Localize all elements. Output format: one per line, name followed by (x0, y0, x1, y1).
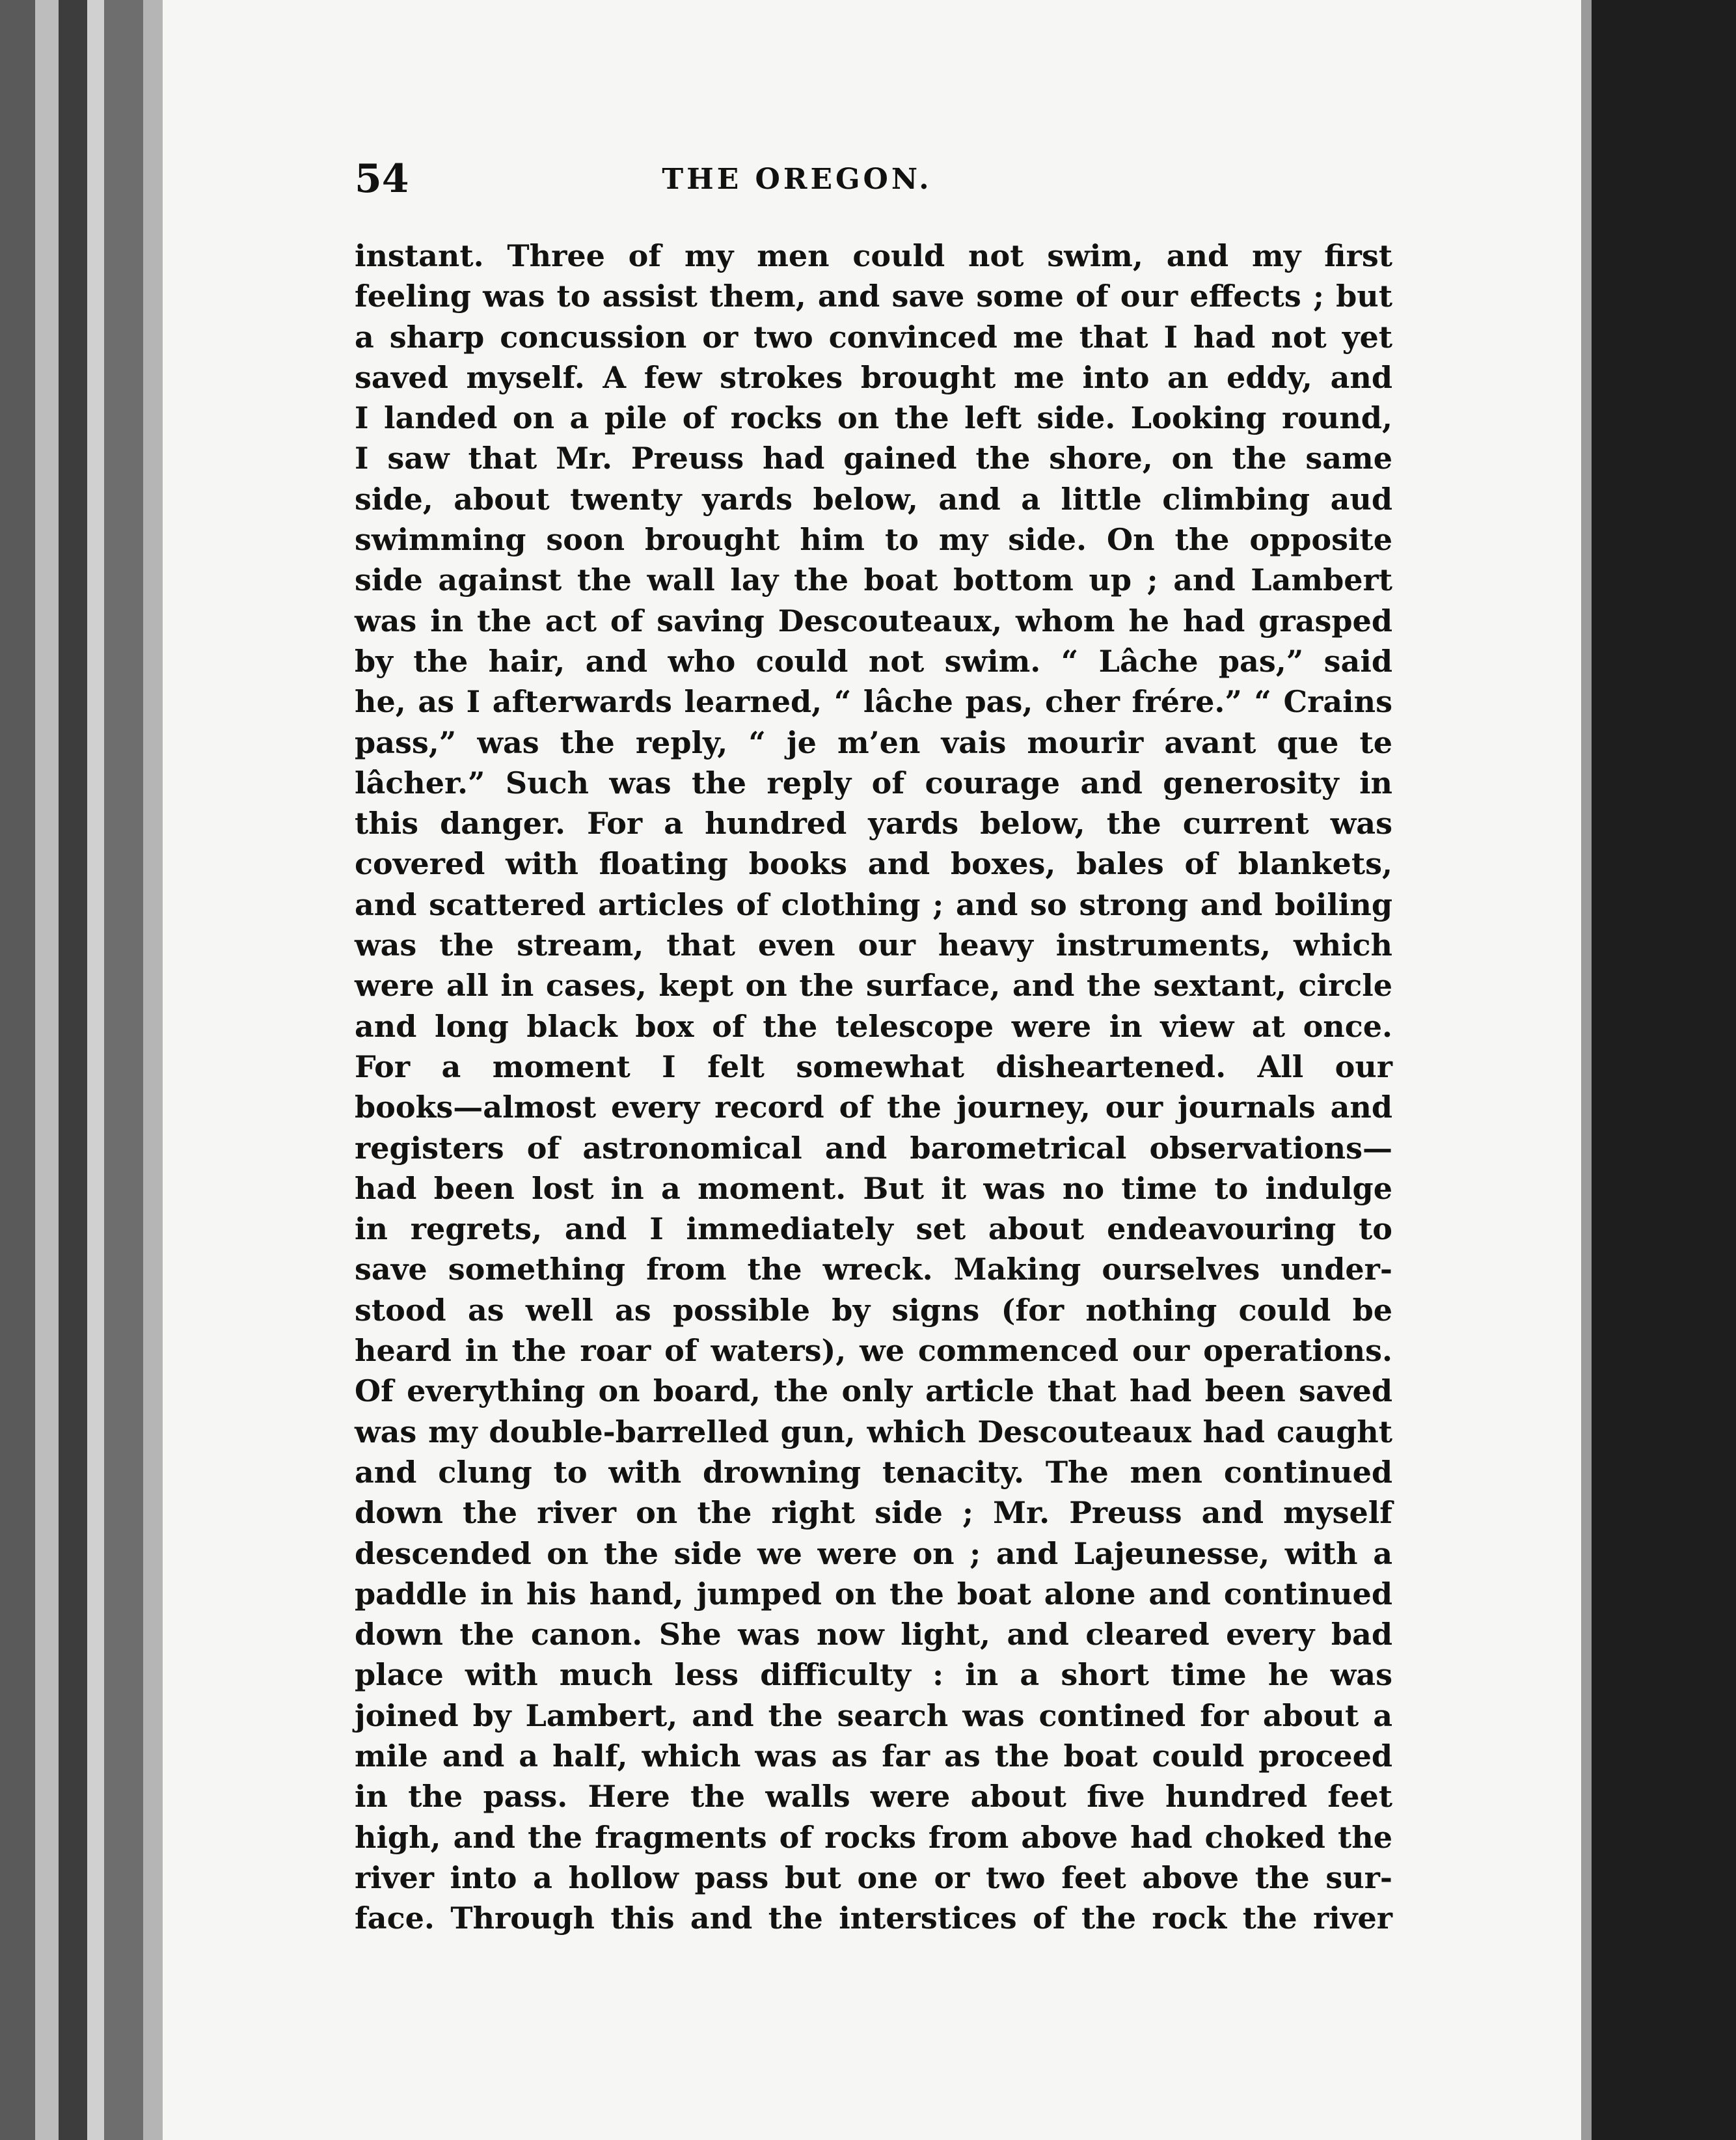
text-line: paddle in his hand, jumped on the boat alone and continued (355, 1576, 1392, 1612)
binding-stripe (0, 0, 35, 2140)
text-line: Of everything on board, the only article that had been saved (355, 1373, 1392, 1409)
text-line: by the hair, and who could not swim. “ Lâche pas,” said (355, 643, 1392, 679)
text-line: this danger. For a hundred yards below, the current was (355, 806, 1392, 842)
text-line: had been lost in a moment. But it was no time to indulge (355, 1170, 1392, 1206)
binding-stripe (143, 0, 163, 2140)
page-header (195, 156, 1399, 208)
text-line: lâcher.” Such was the reply of courage and generosity in (355, 765, 1392, 801)
text-line: down the canon. She was now light, and cleared every bad (355, 1617, 1392, 1653)
text-line: down the river on the right side ; Mr. Preuss and myself (355, 1495, 1392, 1531)
text-line: and scattered articles of clothing ; and so strong and boiling (355, 886, 1392, 922)
text-line: feeling was to assist them, and save some of our effects ; but (355, 279, 1392, 314)
text-line: high, and the fragments of rocks from above had choked the (355, 1819, 1392, 1855)
text-line: place with much less difficulty : in a short time he was (355, 1657, 1392, 1693)
text-line: a sharp concussion or two convinced me that I had not yet (355, 319, 1392, 355)
running-head: THE OREGON. (662, 163, 932, 196)
text-line: in the pass. Here the walls were about five hundred feet (355, 1779, 1392, 1815)
text-line: instant. Three of my men could not swim, and my first (355, 238, 1392, 273)
text-line: swimming soon brought him to my side. On the opposite (355, 522, 1392, 558)
text-line: For a moment I felt somewhat disheartened. All our (355, 1049, 1392, 1084)
text-line: pass,” was the reply, “ je m’en vais mourir avant que te (355, 724, 1392, 760)
text-line: was in the act of saving Descouteaux, whom he had grasped (355, 603, 1392, 638)
text-line: in regrets, and I immediately set about endeavouring to (355, 1211, 1392, 1247)
text-line: I landed on a pile of rocks on the left side. Looking round, (355, 400, 1392, 436)
text-line: face. Through this and the interstices of the rock the river (355, 1900, 1392, 1936)
text-line: joined by Lambert, and the search was contined for about a (355, 1697, 1392, 1733)
text-line: saved myself. A few strokes brought me into an eddy, and (355, 359, 1392, 395)
text-line: was my double-barrelled gun, which Descouteaux had caught (355, 1414, 1392, 1449)
book-binding (0, 0, 163, 2140)
text-line: save something from the wreck. Making ourselves under- (355, 1252, 1392, 1287)
text-line: mile and a half, which was as far as the boat could proceed (355, 1738, 1392, 1774)
page-edge-lip (1581, 0, 1592, 2140)
binding-stripe (104, 0, 143, 2140)
text-line: side against the wall lay the boat bottom up ; and Lambert (355, 562, 1392, 598)
text-line: and long black box of the telescope were in view at once. (355, 1008, 1392, 1044)
text-line: descended on the side we were on ; and Lajeunesse, with a (355, 1535, 1392, 1571)
text-line: river into a hollow pass but one or two feet above the sur- (355, 1859, 1392, 1895)
binding-stripe (87, 0, 104, 2140)
text-line: were all in cases, kept on the surface, and the sextant, circle (355, 968, 1392, 1004)
binding-stripe (59, 0, 87, 2140)
text-line: side, about twenty yards below, and a little climbing aud (355, 481, 1392, 517)
text-line: books—almost every record of the journey, our journals and (355, 1090, 1392, 1125)
text-line: I saw that Mr. Preuss had gained the shore, on the same (355, 441, 1392, 476)
text-line: was the stream, that even our heavy instruments, which (355, 927, 1392, 963)
page-edge-shadow (1581, 0, 1736, 2140)
text-line: heard in the roar of waters), we commenced our operations. (355, 1333, 1392, 1369)
page-number: 54 (355, 156, 409, 202)
body-text (355, 236, 1392, 1938)
binding-stripe (35, 0, 59, 2140)
text-line: registers of astronomical and barometrical observations— (355, 1130, 1392, 1166)
text-line: covered with floating books and boxes, bales of blankets, (355, 846, 1392, 882)
text-line: stood as well as possible by signs (for nothing could be (355, 1292, 1392, 1328)
text-line: he, as I afterwards learned, “ lâche pas, cher frére.” “ Crains (355, 684, 1392, 720)
text-line: and clung to with drowning tenacity. The men continued (355, 1454, 1392, 1490)
